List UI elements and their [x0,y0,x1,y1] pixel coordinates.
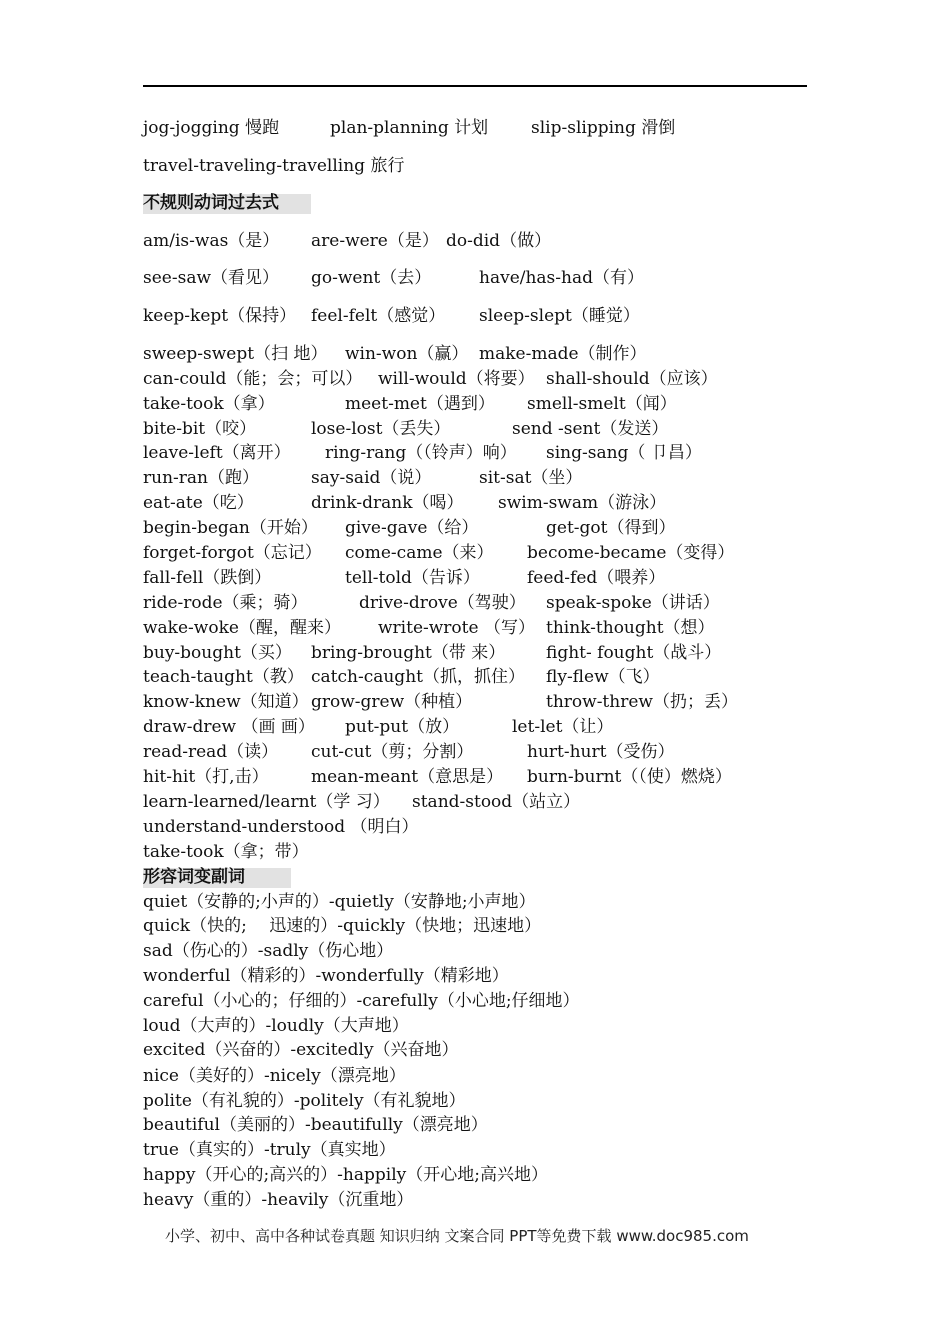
verb-entry: buy-bought（买） [143,643,292,663]
verb-entry: bite-bit（咬） [143,419,257,439]
adverb-row: loud（大声的）-loudly（大声地） [143,1016,409,1036]
page-footer: 小学、初中、高中各种试卷真题 知识归纳 文案合同 PPT等免费下载 www.doc985.com [165,1227,749,1245]
verb-entry: understand-understood （明白） [143,817,419,837]
verb-entry: can-could（能；会；可以） [143,369,363,389]
verb-entry: read-read（读） [143,742,279,762]
verb-entry: learn-learned/learnt（学 习） [143,792,390,812]
verb-entry: make-made（制作） [479,344,647,364]
verb-entry: say-said（说） [311,468,432,488]
adverb-row: careful（小心的；仔细的）-carefully（小心地;仔细地） [143,991,580,1011]
verb-entry: do-did（做） [446,231,552,251]
verb-entry: plan-planning 计划 [330,118,489,138]
verb-entry: win-won（赢） [345,344,469,364]
verb-entry: grow-grew（种植） [311,692,473,712]
verb-entry: keep-kept（保持） [143,306,297,326]
verb-entry: wake-woke（醒，醒来） [143,618,341,638]
section-heading-irregular-verbs [143,192,279,214]
verb-entry: fall-fell（跌倒） [143,568,272,588]
adverb-row: happy（开心的;高兴的）-happily（开心地;高兴地） [143,1165,548,1185]
verb-entry: fight- fought（战斗） [546,643,722,663]
verb-entry: give-gave（给） [345,518,479,538]
verb-entry: begin-began（开始） [143,518,318,538]
verb-entry: swim-swam（游泳） [498,493,667,513]
verb-entry: are-were（是） [311,231,439,251]
verb-entry: speak-spoke（讲话） [546,593,720,613]
verb-entry: take-took（拿；带） [143,842,309,862]
verb-entry: take-took（拿） [143,394,275,414]
verb-entry: leave-left（离开） [143,443,291,463]
verb-entry: stand-stood（站立） [412,792,581,812]
verb-entry: bring-brought（带 来） [311,643,506,663]
verb-entry: get-got（得到） [546,518,676,538]
verb-entry: see-saw（看见） [143,268,279,288]
adverb-row: nice（美好的）-nicely（漂亮地） [143,1066,406,1086]
verb-entry: feel-felt（感觉） [311,306,446,326]
verb-entry: throw-threw（扔；丢） [546,692,738,712]
verb-entry: send -sent（发送） [512,419,669,439]
verb-entry: sleep-slept（睡觉） [479,306,640,326]
verb-entry: will-would（将要） [378,369,535,389]
verb-entry: travel-traveling-travelling 旅行 [143,156,405,176]
heading-text: 形容词变副词 [143,867,245,887]
adverb-row: polite（有礼貌的）-politely（有礼貌地） [143,1091,466,1111]
verb-entry: run-ran（跑） [143,468,259,488]
section-heading-adjective-to-adverb [143,866,245,888]
verb-entry: become-became（变得） [527,543,735,563]
verb-entry: ride-rode（乘；骑） [143,593,308,613]
verb-entry: think-thought（想） [546,618,715,638]
verb-entry: feed-fed（喂养） [527,568,666,588]
verb-entry: jog-jogging 慢跑 [143,118,280,138]
verb-entry: lose-lost（丢失） [311,419,451,439]
verb-entry: meet-met（遇到） [345,394,495,414]
verb-entry: drink-drank（喝） [311,493,464,513]
verb-entry: hit-hit（打,击） [143,767,269,787]
adverb-row: excited（兴奋的）-excitedly（兴奋地） [143,1040,459,1060]
verb-entry: eat-ate（吃） [143,493,254,513]
verb-entry: let-let（让） [512,717,614,737]
verb-entry: draw-drew （画 画） [143,717,315,737]
verb-entry: shall-should（应该） [546,369,718,389]
top-rule [143,85,807,87]
verb-entry: sit-sat（坐） [479,468,583,488]
verb-entry: ring-rang（（铃声）响） [325,443,517,463]
verb-entry: teach-taught（教） [143,667,304,687]
verb-entry: tell-told（告诉） [345,568,480,588]
adverb-row: beautiful（美丽的）-beautifully（漂亮地） [143,1115,488,1135]
adverb-row: quick（快的; 迅速的）-quickly（快地；迅速地） [143,916,542,936]
verb-entry: sing-sang（ 卩昌） [546,443,702,463]
verb-entry: come-came（来） [345,543,494,563]
verb-entry: burn-burnt（（使）燃烧） [527,767,732,787]
adverb-row: true（真实的）-truly（真实地） [143,1140,396,1160]
verb-entry: am/is-was（是） [143,231,280,251]
verb-entry: hurt-hurt（受伤） [527,742,675,762]
verb-entry: sweep-swept（扫 地） [143,344,328,364]
adverb-row: wonderful（精彩的）-wonderfully（精彩地） [143,966,509,986]
adverb-row: quiet（安静的;小声的）-quietly（安静地;小声地） [143,892,536,912]
verb-entry: fly-flew（飞） [546,667,660,687]
verb-entry: forget-forgot（忘记） [143,543,322,563]
verb-entry: slip-slipping 滑倒 [531,118,676,138]
verb-entry: know-knew（知道） [143,692,309,712]
adverb-row: sad（伤心的）-sadly（伤心地） [143,941,394,961]
verb-entry: write-wrote （写） [378,618,535,638]
verb-entry: drive-drove（驾驶） [359,593,526,613]
adverb-row: heavy（重的）-heavily（沉重地） [143,1190,414,1210]
verb-entry: cut-cut（剪；分割） [311,742,474,762]
verb-entry: catch-caught（抓，抓住） [311,667,525,687]
verb-entry: go-went（去） [311,268,432,288]
verb-entry: mean-meant（意思是） [311,767,504,787]
verb-entry: put-put（放） [345,717,460,737]
verb-entry: have/has-had（有） [479,268,644,288]
verb-entry: smell-smelt（闻） [527,394,677,414]
heading-text: 不规则动词过去式 [143,193,279,213]
